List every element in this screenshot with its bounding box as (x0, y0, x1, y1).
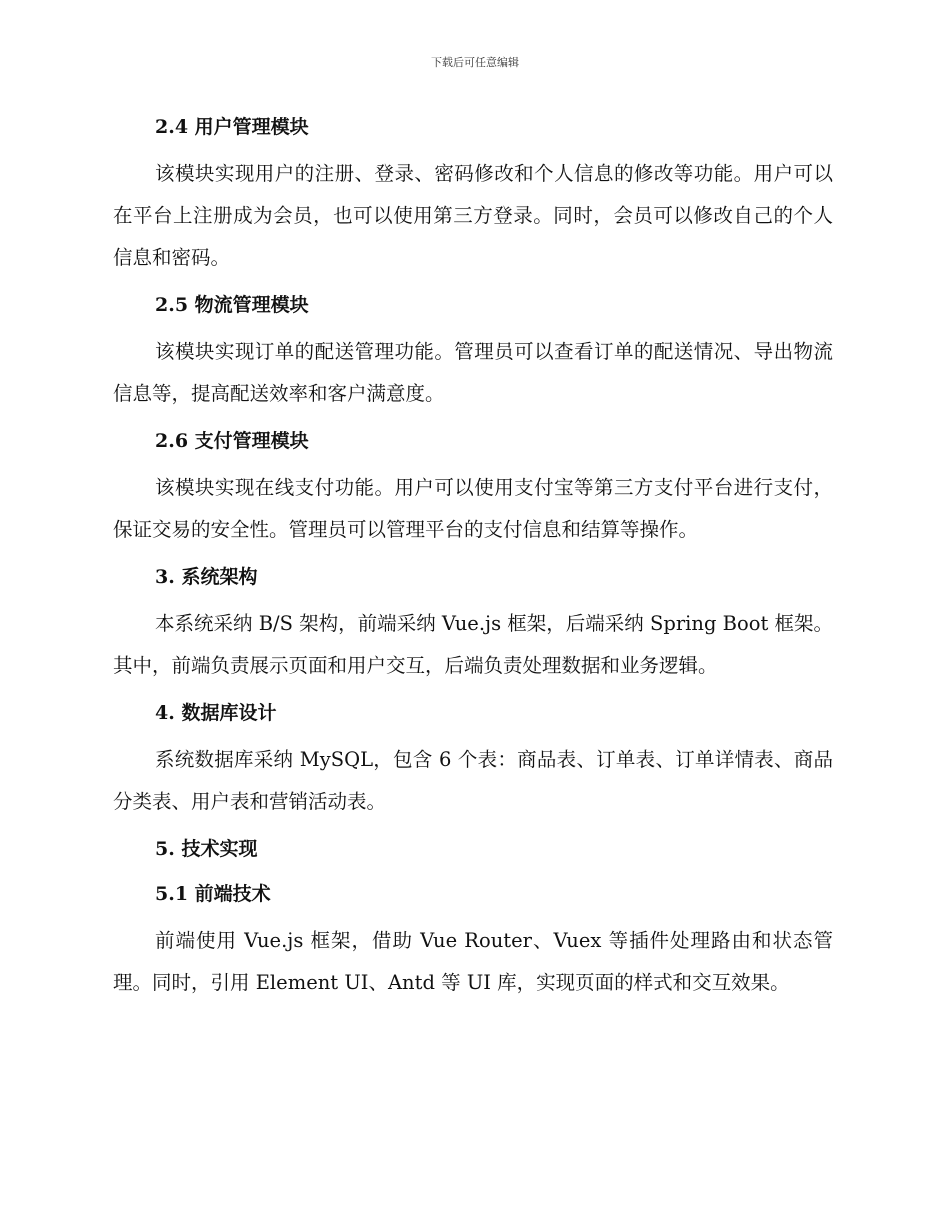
section-paragraph-5-1: 前端使用 Vue.js 框架，借助 Vue Router、Vuex 等插件处理路由和状态管理。同时，引用 Element UI、Antd 等 UI 库，实现页面的样式和交互效果。 (113, 929, 833, 994)
page-header: 下载后可任意编辑 (431, 56, 519, 69)
section-heading-5: 5. 技术实现 (155, 838, 258, 860)
section-heading-2-4: 2.4 用户管理模块 (155, 116, 309, 138)
section-paragraph-2-5: 该模块实现订单的配送管理功能。管理员可以查看订单的配送情况、导出物流信息等，提高配送效率和客户满意度。 (113, 340, 833, 405)
section-heading-2-5: 2.5 物流管理模块 (155, 294, 309, 316)
section-paragraph-4: 系统数据库采纳 MySQL，包含 6 个表：商品表、订单表、订单详情表、商品分类表、用户表和营销活动表。 (113, 748, 833, 813)
section-paragraph-2-4: 该模块实现用户的注册、登录、密码修改和个人信息的修改等功能。用户可以在平台上注册成为会员，也可以使用第三方登录。同时，会员可以修改自己的个人信息和密码。 (113, 162, 833, 269)
section-heading-5-1: 5.1 前端技术 (155, 883, 271, 905)
document-body (113, 108, 833, 1011)
section-paragraph-2-6: 该模块实现在线支付功能。用户可以使用支付宝等第三方支付平台进行支付，保证交易的安全性。管理员可以管理平台的支付信息和结算等操作。 (113, 476, 833, 541)
section-heading-2-6: 2.6 支付管理模块 (155, 430, 309, 452)
section-heading-3: 3. 系统架构 (155, 566, 258, 588)
section-paragraph-3: 本系统采纳 B/S 架构，前端采纳 Vue.js 框架，后端采纳 Spring Boot 框架。其中，前端负责展示页面和用户交互，后端负责处理数据和业务逻辑。 (113, 612, 833, 677)
section-heading-4: 4. 数据库设计 (155, 702, 277, 724)
